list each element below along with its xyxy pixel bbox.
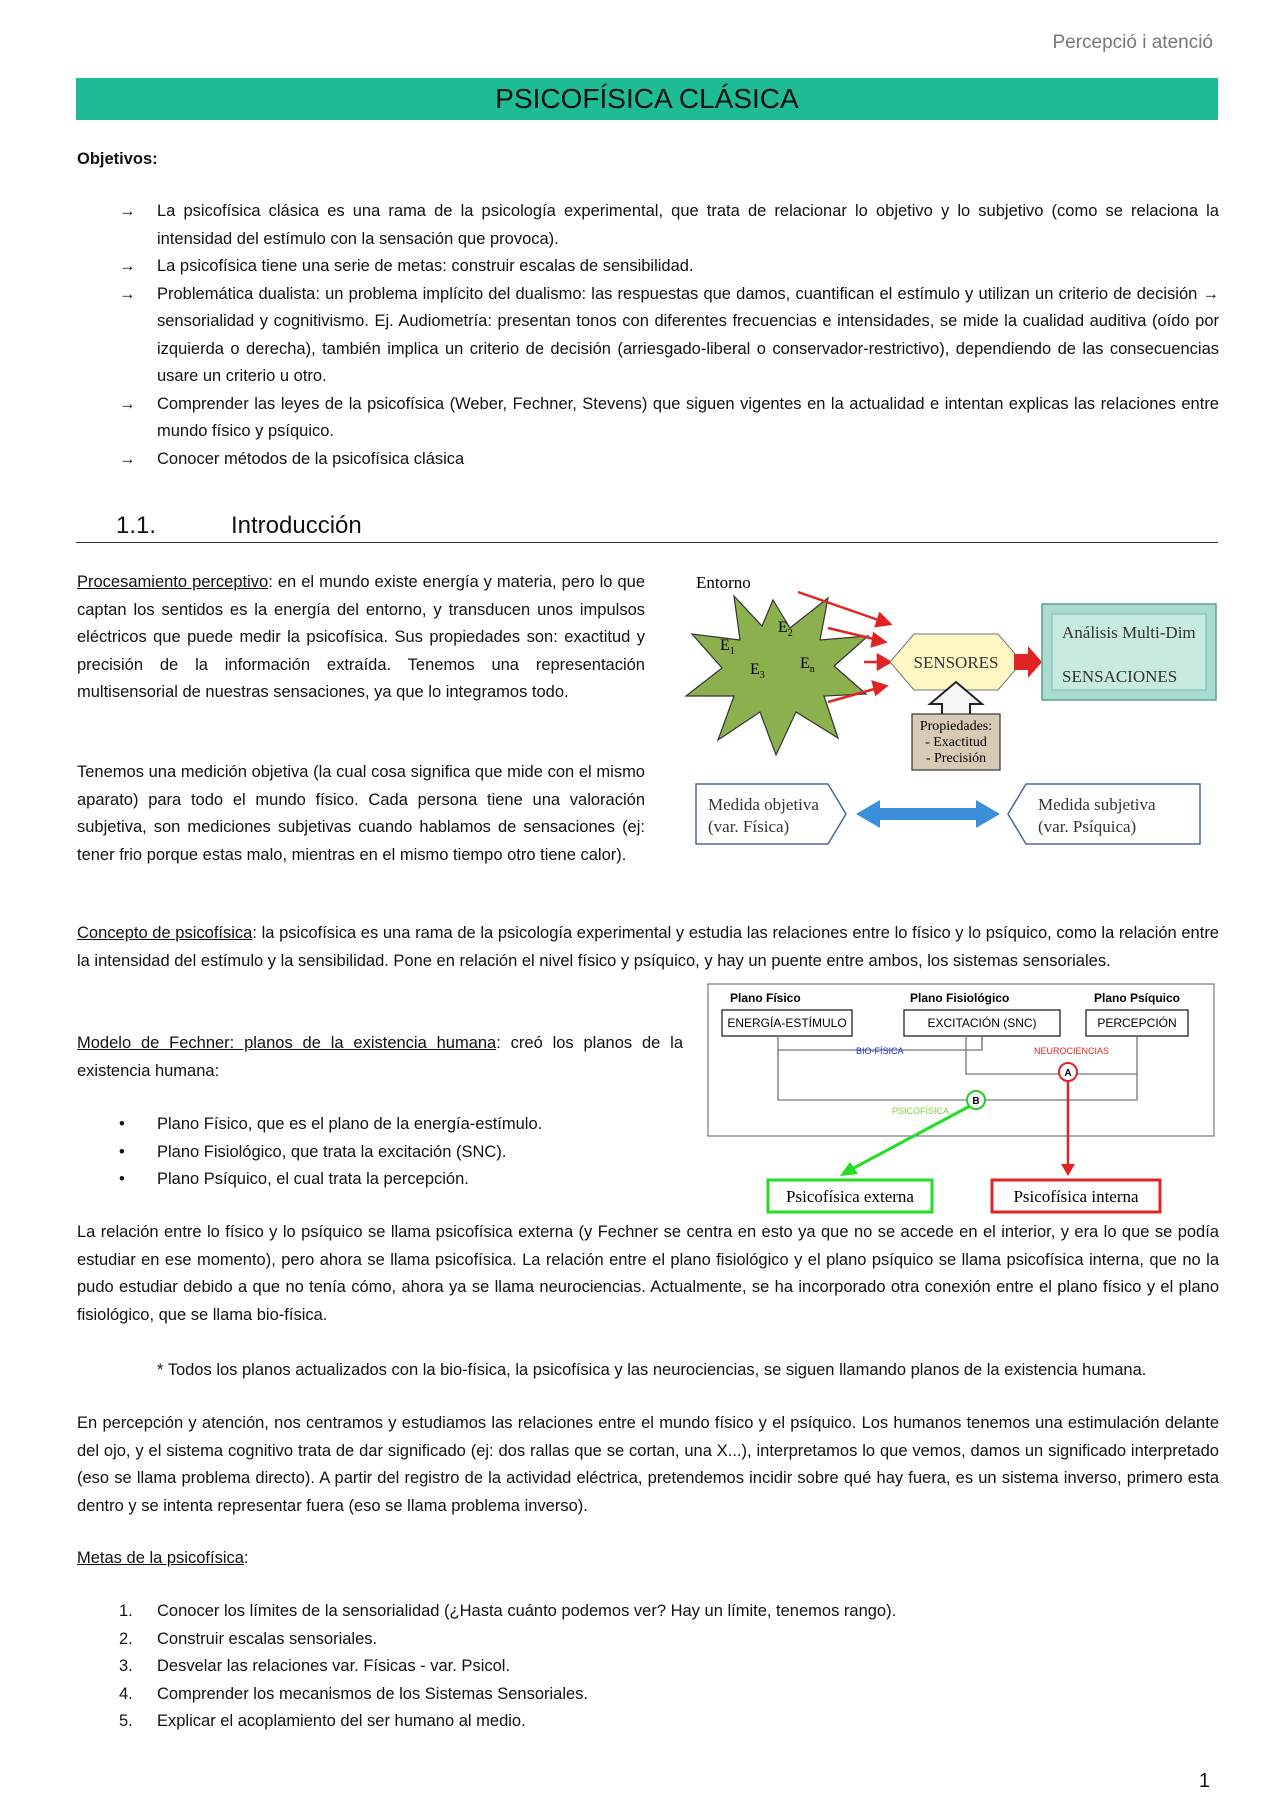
planes-frame [708, 984, 1214, 1136]
percepcion-paragraph: En percepción y atención, nos centramos y estudiamos las relaciones entre el mundo físico y el psíquico. Los humanos tenemos una estimulación delante del ojo, y el sistema cognitivo trata de dar significado (ej: dos rallas que se cortan, una X...), interpretamos lo que vemos, damos un significado interpretado (eso se llama problema directo). A partir del registro de la actividad eléctrica, pretendemos incidir sobre qué hay fuera, es un sistema inverso, primero esta dentro y se intenta representar fuera (eso se llama problema inverso). [77, 1414, 1219, 1515]
svg-text:E3: $E_3$ [750, 661, 765, 681]
running-header: Percepció i atenció [1052, 32, 1213, 53]
page-title: PSICOFÍSICA CLÁSICA [76, 78, 1218, 120]
medida-subjetiva-var: (var. Psíquica) [1038, 817, 1137, 836]
environment-star-shape [686, 596, 868, 755]
medicion-paragraph: Tenemos una medición objetiva (la cual cosa significa que mide con el mismo aparato) para todo el mundo físico. Cada persona tiene una valoración subjetiva, son mediciones subjetivas cuando hablamos de sensaciones (ej: tener frio porque estas malo, mientras en el mismo tiempo otro tiene calor). [77, 763, 645, 864]
list-item: → Conocer métodos de la psicofísica clásica [119, 449, 465, 468]
list-item: → Problemática dualista: un problema implícito del dualismo: las respuestas que damos, cuantifican el estímulo y utilizan un criterio de decisión → sensorialidad y cognitivismo. Ej. Audiometría: presentan tonos con diferentes frecuencias e intensidades, se mide la cualidad auditiva (oído por izquierda o derecha), también implica un criterio de decisión (arriesgado-liberal o conservador-restrictivo), dependiendo de las consecuencias usare un criterio u otro. [119, 284, 1219, 385]
biofisica-label: BIO-FÍSICA [856, 1046, 904, 1056]
medida-objetiva-label: Medida objetiva [708, 795, 819, 814]
list-item: • Plano Fisiológico, que trata la excitación (SNC). [119, 1142, 507, 1161]
perceptual-processing-diagram [678, 570, 1218, 850]
section-title: Introducción [231, 512, 362, 539]
psicofisica-interna-label: Psicofísica interna [1013, 1187, 1139, 1206]
list-item: • Plano Psíquico, el cual trata la percepción. [119, 1170, 469, 1188]
svg-text:E2: $E_2$ [778, 619, 793, 639]
section-heading [76, 510, 1218, 543]
psicofisica-label: PSICOFÍSICA [892, 1106, 950, 1116]
procesamiento-paragraph: Procesamiento perceptivo: en el mundo existe energía y materia, pero lo que captan los sentidos es la energía del entorno, y transducen unos impulsos eléctricos que puede medir la psicofísica. Sus propiedades son: exactitud y precisión de la información extraída. Tenemos una representación multisensorial de nuestras sensaciones, ya que lo integramos todo. [77, 573, 646, 701]
list-item: 1. Conocer los límites de la sensorialidad (¿Hasta cuánto podemos ver? Hay un límite, tenemos rango). [119, 1602, 897, 1620]
list-item: • Plano Físico, que es el plano de la energía-estímulo. [119, 1115, 543, 1133]
nota-paragraph: * Todos los planos actualizados con la bio-física, la psicofísica y las neurociencias, se siguen llamando planos de la existencia humana. [157, 1361, 1147, 1379]
objetivos-label: Objetivos: [77, 150, 158, 168]
plano-psiquico-label: Plano Psíquico [1094, 991, 1181, 1005]
list-item: → La psicofísica tiene una serie de metas: construir escalas de sensibilidad. [119, 257, 694, 275]
psicofisica-externa-label: Psicofísica externa [786, 1187, 914, 1206]
svg-text:En: $E_n$ [800, 655, 815, 675]
list-item: 5. Explicar el acoplamiento del ser humano al medio. [119, 1712, 526, 1730]
list-item: 4. Comprender los mecanismos de los Sistemas Sensoriales. [119, 1684, 589, 1703]
list-item: → La psicofísica clásica es una rama de la psicología experimental, que trata de relacionar lo objetivo y lo subjetivo (como se relaciona la intensidad del estímulo con la sensación que provoca). [119, 202, 1219, 248]
medida-objetiva-var: (var. Física) [708, 817, 790, 836]
list-item: 3. Desvelar las relaciones var. Físicas - var. Psicol. [119, 1657, 511, 1675]
medida-subjetiva-label: Medida subjetiva [1038, 795, 1156, 814]
sensaciones-label: SENSACIONES [1062, 667, 1178, 686]
svg-text:E1: $E_1$ [720, 637, 735, 657]
plano-fisico-label: Plano Físico [730, 991, 801, 1005]
svg-text:A: A [1064, 1068, 1072, 1079]
metas-list [77, 1598, 1219, 1736]
concepto-paragraph: Concepto de psicofísica: la psicofísica es una rama de la psicología experimental y estudia las relaciones entre lo físico y lo psíquico, como la relación entre la intensidad del estímulo y la sensibilidad. Pone en relación el nivel físico y psíquico, y hay un puente entre ambos, los sistemas sensoriales. [77, 924, 1219, 970]
metas-heading: Metas de la psicofísica: [77, 1549, 249, 1567]
svg-text:- Precisión: - Precisión [925, 751, 987, 766]
sensores-to-analisis-arrow [1014, 646, 1042, 678]
svg-text:EXCITACIÓN (SNC): EXCITACIÓN (SNC) [927, 1016, 1037, 1030]
fechner-planes-diagram [700, 980, 1220, 1216]
entorno-label: Entorno [696, 573, 751, 592]
page-number: 1 [1198, 1770, 1210, 1792]
analisis-label: Análisis Multi-Dim [1062, 623, 1196, 642]
double-arrow [856, 800, 1000, 828]
section-number: 1.1. [116, 512, 157, 539]
svg-text:B: B [972, 1096, 980, 1107]
planos-list [77, 1111, 683, 1194]
list-item: 2. Construir escalas sensoriales. [119, 1629, 378, 1648]
svg-text:PERCEPCIÓN: PERCEPCIÓN [1097, 1016, 1177, 1030]
plano-fisiologico-label: Plano Fisiológico [910, 991, 1010, 1005]
svg-text:Propiedades:: Propiedades: [919, 719, 993, 734]
modelo-paragraph: Modelo de Fechner: planos de la existencia humana: creó los planos de la existencia humana: [77, 1034, 683, 1080]
svg-text:- Exactitud: - Exactitud [925, 735, 987, 750]
neurociencias-label: NEUROCIENCIAS [1034, 1046, 1110, 1056]
sensores-label: SENSORES [913, 653, 999, 672]
svg-text:ENERGÍA-ESTÍMULO: ENERGÍA-ESTÍMULO [727, 1016, 847, 1030]
objetivos-list [77, 198, 1219, 473]
relacion-paragraph: La relación entre lo físico y lo psíquico se llama psicofísica externa (y Fechner se centra en esto ya que no se accede en el interior, y era lo que se podía estudiar en ese momento), pero ahora se llama psicofísica. La relación entre el plano fisiológico y el plano psíquico se llama psicofísica interna, que no la pudo estudiar debido a que no tenía cómo, ahora ya se llama neurociencias. Actualmente, se ha incorporado otra conexión entre el plano físico y el plano fisiológico, que se llama bio-física. [77, 1223, 1219, 1324]
list-item: → Comprender las leyes de la psicofísica (Weber, Fechner, Stevens) que siguen vigentes en la actualidad e intentan explicas las relaciones entre mundo físico y psíquico. [119, 394, 1219, 440]
